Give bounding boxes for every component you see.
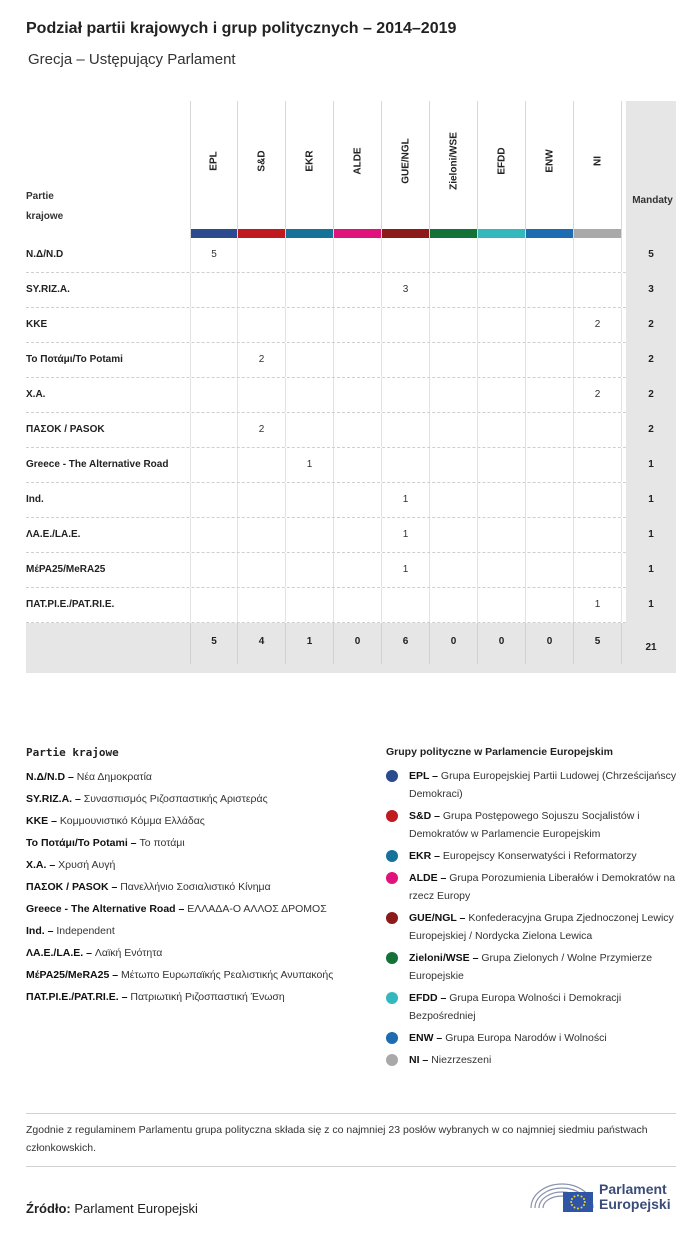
seat-cell	[190, 518, 238, 552]
party-legend-abbr: X.A. –	[26, 859, 56, 871]
group-legend-abbr: GUE/NGL –	[409, 912, 466, 924]
mandates-column-header	[626, 101, 676, 238]
table-row	[26, 238, 676, 273]
table-row	[26, 273, 676, 308]
grand-total: 21	[645, 642, 657, 653]
seat-cell	[478, 588, 526, 622]
source-value: Parlament Europejski	[74, 1201, 198, 1216]
group-color-bar	[286, 229, 333, 238]
source-label: Źródło:	[26, 1201, 71, 1216]
seat-cell	[430, 553, 478, 587]
group-legend-title: Grupy polityczne w Parlamencie Europejskim	[386, 746, 613, 758]
seat-cell	[382, 413, 430, 447]
source-line	[26, 1201, 198, 1216]
seat-cell	[238, 308, 286, 342]
seat-cell	[430, 518, 478, 552]
parliament-hemicycle-icon	[529, 1178, 595, 1214]
seat-cell	[238, 273, 286, 307]
party-header-line2: krajowe	[26, 211, 64, 222]
group-color-dot-icon	[386, 770, 398, 782]
group-legend	[386, 746, 686, 1073]
group-column-label: ENW	[544, 149, 555, 173]
group-color-bar	[574, 229, 621, 238]
seat-cell	[334, 413, 382, 447]
seat-cell	[478, 343, 526, 377]
distribution-table	[26, 101, 676, 673]
row-total: 3	[626, 273, 676, 308]
group-column-header	[430, 101, 478, 238]
party-legend-name: Το ποτάμι	[139, 837, 185, 849]
seat-cell	[238, 553, 286, 587]
seat-cell	[334, 448, 382, 482]
column-total: 5	[190, 623, 238, 664]
group-color-bar	[526, 229, 573, 238]
seat-cell	[478, 413, 526, 447]
party-legend-item	[26, 988, 346, 1006]
seat-cell	[286, 343, 334, 377]
group-color-dot-icon	[386, 850, 398, 862]
group-legend-item	[386, 767, 686, 803]
party-name: Ind.	[26, 494, 44, 505]
seat-cell	[190, 553, 238, 587]
seat-cell: 1	[286, 448, 334, 482]
party-legend-item	[26, 900, 346, 918]
seat-cell	[382, 343, 430, 377]
seat-cell	[526, 483, 574, 517]
group-column-header	[334, 101, 382, 238]
party-name: ΠΑΣΟΚ / PASOK	[26, 424, 105, 435]
party-name: Greece - The Alternative Road	[26, 459, 169, 470]
group-color-dot-icon	[386, 872, 398, 884]
party-legend-name: Νέα Δημοκρατία	[76, 771, 152, 783]
party-legend-name: Συνασπισμός Ριζοσπαστικής Αριστεράς	[83, 793, 268, 805]
row-total: 1	[626, 483, 676, 518]
seat-cell	[334, 238, 382, 272]
table-row	[26, 378, 676, 413]
seat-cell	[334, 483, 382, 517]
seat-cell	[478, 308, 526, 342]
seat-cell	[382, 308, 430, 342]
group-legend-name: Europejscy Konserwatyści i Reformatorzy	[442, 850, 637, 862]
group-legend-name: Grupa Postępowego Sojuszu Socjalistów i Demokratów w Parlamencie Europejskim	[409, 810, 640, 840]
seat-cell	[238, 588, 286, 622]
seat-cell	[478, 518, 526, 552]
seat-cell	[526, 238, 574, 272]
column-total: 0	[430, 623, 478, 664]
group-legend-item	[386, 869, 686, 905]
seat-cell	[526, 413, 574, 447]
group-column-header	[190, 101, 238, 238]
seat-cell	[526, 308, 574, 342]
seat-cell: 1	[382, 483, 430, 517]
party-legend-name: Independent	[56, 925, 115, 937]
page-title: Podział partii krajowych i grup politycznych – 2014–2019	[26, 20, 457, 37]
group-color-bar	[191, 229, 237, 238]
seat-cell	[382, 238, 430, 272]
column-total: 0	[526, 623, 574, 664]
party-header-line1: Partie	[26, 191, 54, 202]
seat-cell	[286, 308, 334, 342]
group-column-header	[286, 101, 334, 238]
seat-cell	[574, 413, 622, 447]
party-name: N.Δ/N.D	[26, 249, 64, 260]
seat-cell	[478, 273, 526, 307]
seat-cell	[286, 553, 334, 587]
table-row	[26, 483, 676, 518]
group-column-header	[526, 101, 574, 238]
party-legend-item	[26, 768, 346, 786]
group-color-bar	[478, 229, 525, 238]
party-name: Το Ποτάμι/To Potami	[26, 354, 123, 365]
logo-line2: Europejski	[599, 1196, 671, 1212]
table-row	[26, 518, 676, 553]
party-legend-abbr: KKE –	[26, 815, 57, 827]
group-legend-abbr: S&D –	[409, 810, 440, 822]
group-column-label: NI	[592, 156, 603, 166]
party-legend-abbr: ΠΑΤ.ΡΙ.Ε./PAT.RI.E. –	[26, 991, 128, 1003]
column-total: 5	[574, 623, 622, 664]
group-legend-item	[386, 949, 686, 985]
seat-cell	[382, 588, 430, 622]
column-total: 0	[478, 623, 526, 664]
mandates-header-label: Mandaty	[632, 195, 673, 206]
party-legend-name: Χρυσή Αυγή	[58, 859, 116, 871]
party-legend-item	[26, 966, 346, 984]
party-legend-item	[26, 944, 346, 962]
group-legend-item	[386, 847, 686, 865]
seat-cell	[574, 518, 622, 552]
column-total: 4	[238, 623, 286, 664]
seat-cell	[238, 238, 286, 272]
group-column-header	[238, 101, 286, 238]
column-total: 0	[334, 623, 382, 664]
seat-cell	[190, 483, 238, 517]
table-body	[26, 238, 676, 623]
group-color-dot-icon	[386, 992, 398, 1004]
seat-cell: 1	[382, 553, 430, 587]
seat-cell	[190, 413, 238, 447]
seat-cell	[382, 378, 430, 412]
seat-cell	[334, 308, 382, 342]
seat-cell	[286, 273, 334, 307]
group-column-label: EKR	[304, 150, 315, 172]
seat-cell	[430, 308, 478, 342]
seat-cell: 1	[382, 518, 430, 552]
seat-cell	[190, 588, 238, 622]
seat-cell	[526, 343, 574, 377]
party-name: ΛΑ.Ε./LA.E.	[26, 529, 81, 540]
group-legend-item	[386, 1051, 686, 1069]
group-legend-name: Grupa Porozumienia Liberałów i Demokratów na rzecz Europy	[409, 872, 676, 902]
group-legend-abbr: EKR –	[409, 850, 440, 862]
seat-cell	[526, 518, 574, 552]
party-legend-name: Μέτωπο Ευρωπαϊκής Ρεαλιστικής Ανυπακοής	[121, 969, 334, 981]
row-total: 5	[626, 238, 676, 273]
group-color-bar	[238, 229, 285, 238]
seat-cell	[334, 553, 382, 587]
row-total: 1	[626, 518, 676, 553]
seat-cell	[334, 588, 382, 622]
seat-cell	[334, 518, 382, 552]
group-color-dot-icon	[386, 810, 398, 822]
seat-cell	[478, 483, 526, 517]
party-legend-item	[26, 812, 346, 830]
row-total: 1	[626, 553, 676, 588]
seat-cell	[238, 378, 286, 412]
seat-cell	[478, 238, 526, 272]
seat-cell	[286, 238, 334, 272]
party-name: MέPA25/MeRA25	[26, 564, 106, 575]
seat-cell	[238, 483, 286, 517]
group-legend-abbr: Zieloni/WSE –	[409, 952, 479, 964]
party-legend-item	[26, 790, 346, 808]
seat-cell: 3	[382, 273, 430, 307]
seat-cell	[190, 378, 238, 412]
logo-line1: Parlament	[599, 1181, 667, 1197]
party-legend-abbr: ΛΑ.Ε./LA.E. –	[26, 947, 92, 959]
party-legend-name: Κομμουνιστικό Κόμμα Ελλάδας	[59, 815, 205, 827]
seat-cell	[478, 378, 526, 412]
seat-cell: 5	[190, 238, 238, 272]
seat-cell	[382, 448, 430, 482]
logo-text	[599, 1182, 671, 1212]
table-row	[26, 448, 676, 483]
group-column-header	[382, 101, 430, 238]
european-parliament-logo	[529, 1178, 679, 1218]
group-color-dot-icon	[386, 1032, 398, 1044]
seat-cell	[574, 553, 622, 587]
group-color-bar	[382, 229, 429, 238]
seat-cell	[334, 378, 382, 412]
seat-cell	[526, 553, 574, 587]
party-column-header	[26, 187, 63, 227]
row-total: 2	[626, 308, 676, 343]
party-legend-title: Partie krajowe	[26, 746, 119, 759]
group-legend-abbr: ENW –	[409, 1032, 443, 1044]
party-legend-abbr: Το Ποτάμι/To Potami –	[26, 837, 137, 849]
row-total: 2	[626, 413, 676, 448]
party-name: KKE	[26, 319, 48, 330]
seat-cell	[190, 308, 238, 342]
seat-cell	[430, 588, 478, 622]
seat-cell	[430, 448, 478, 482]
group-legend-name: Grupa Europejskiej Partii Ludowej (Chrześcijańscy Demokraci)	[409, 770, 677, 800]
group-column-label: EPL	[208, 151, 220, 171]
seat-cell: 2	[238, 343, 286, 377]
group-legend-abbr: ALDE –	[409, 872, 447, 884]
seat-cell	[526, 448, 574, 482]
seat-cell	[238, 518, 286, 552]
seat-cell	[430, 483, 478, 517]
group-column-label: Zieloni/WSE	[448, 132, 459, 190]
group-legend-item	[386, 989, 686, 1025]
seat-cell	[430, 343, 478, 377]
row-total: 1	[626, 588, 676, 623]
seat-cell	[286, 518, 334, 552]
group-column-label: EFDD	[496, 147, 507, 175]
party-legend-abbr: Ind. –	[26, 925, 54, 937]
table-header	[26, 101, 676, 238]
group-legend-name: Grupa Europa Narodów i Wolności	[445, 1032, 607, 1044]
party-legend-item	[26, 856, 346, 874]
group-legend-name: Konfederacyjna Grupa Zjednoczonej Lewicy Europejskiej / Nordycka Zielona Lewica	[409, 912, 674, 942]
row-total: 1	[626, 448, 676, 483]
group-color-bar	[430, 229, 477, 238]
table-row	[26, 308, 676, 343]
seat-cell	[286, 483, 334, 517]
seat-cell	[478, 553, 526, 587]
seat-cell: 1	[574, 588, 622, 622]
page-subtitle: Grecja – Ustępujący Parlament	[28, 51, 236, 68]
group-legend-item	[386, 807, 686, 843]
seat-cell: 2	[574, 308, 622, 342]
group-legend-item	[386, 1029, 686, 1047]
group-legend-name: Grupa Zielonych / Wolne Przymierze Europejskie	[409, 952, 653, 982]
party-legend-name: Πατριωτική Ριζοσπαστική Ένωση	[130, 991, 285, 1003]
group-legend-abbr: EFDD –	[409, 992, 447, 1004]
group-legend-name: Niezrzeszeni	[431, 1054, 492, 1066]
group-column-label: S&D	[256, 150, 267, 172]
seat-cell	[574, 483, 622, 517]
party-name: X.A.	[26, 389, 46, 400]
seat-cell	[334, 273, 382, 307]
table-row	[26, 588, 676, 623]
party-legend-abbr: Greece - The Alternative Road –	[26, 903, 185, 915]
seat-cell	[190, 273, 238, 307]
group-legend-abbr: NI –	[409, 1054, 429, 1066]
seat-cell	[430, 273, 478, 307]
group-column-label: GUE/NGL	[400, 138, 411, 184]
seat-cell: 2	[238, 413, 286, 447]
party-legend-item	[26, 878, 346, 896]
row-total: 2	[626, 343, 676, 378]
party-legend	[26, 746, 346, 1010]
party-name: SY.RIZ.A.	[26, 284, 70, 295]
group-color-dot-icon	[386, 1054, 398, 1066]
table-row	[26, 553, 676, 588]
party-legend-item	[26, 834, 346, 852]
seat-cell	[478, 448, 526, 482]
seat-cell	[526, 378, 574, 412]
seat-cell	[574, 343, 622, 377]
party-name: ΠΑΤ.ΡΙ.Ε./PAT.RI.E.	[26, 599, 115, 610]
group-legend-item	[386, 909, 686, 945]
group-color-bar	[334, 229, 381, 238]
seat-cell	[190, 343, 238, 377]
totals-row	[26, 623, 676, 673]
seat-cell	[430, 238, 478, 272]
party-legend-name: ΕΛΛΑΔΑ-Ο ΑΛΛΟΣ ΔΡΟΜΟΣ	[187, 903, 327, 915]
seat-cell	[286, 378, 334, 412]
table-row	[26, 343, 676, 378]
row-total: 2	[626, 378, 676, 413]
seat-cell	[190, 448, 238, 482]
seat-cell	[430, 413, 478, 447]
column-total: 6	[382, 623, 430, 664]
table-row	[26, 413, 676, 448]
seat-cell	[574, 273, 622, 307]
group-legend-name: Grupa Europa Wolności i Demokracji Bezpośredniej	[409, 992, 622, 1022]
seat-cell: 2	[574, 378, 622, 412]
footnote: Zgodnie z regulaminem Parlamentu grupa polityczna składa się z co najmniej 23 posłów wybranych w co najmniej siedmiu państwach członkowskich.	[26, 1124, 648, 1154]
seat-cell	[334, 343, 382, 377]
party-legend-item	[26, 922, 346, 940]
party-legend-abbr: N.Δ/N.D –	[26, 771, 74, 783]
seat-cell	[286, 413, 334, 447]
group-column-label: ALDE	[352, 147, 363, 175]
party-legend-name: Λαϊκή Ενότητα	[94, 947, 163, 959]
group-column-header	[574, 101, 622, 238]
party-legend-abbr: SY.RIZ.A. –	[26, 793, 81, 805]
group-color-dot-icon	[386, 952, 398, 964]
divider	[26, 1113, 676, 1114]
divider	[26, 1166, 676, 1167]
group-legend-abbr: EPL –	[409, 770, 438, 782]
column-total: 1	[286, 623, 334, 664]
group-column-header	[478, 101, 526, 238]
party-legend-abbr: MέPA25/MeRA25 –	[26, 969, 119, 981]
seat-cell	[526, 588, 574, 622]
seat-cell	[286, 588, 334, 622]
seat-cell	[526, 273, 574, 307]
party-legend-abbr: ΠΑΣΟΚ / PASOK –	[26, 881, 118, 893]
group-color-dot-icon	[386, 912, 398, 924]
party-legend-name: Πανελλήνιο Σοσιαλιστικό Κίνημα	[120, 881, 271, 893]
seat-cell	[238, 448, 286, 482]
seat-cell	[430, 378, 478, 412]
seat-cell	[574, 238, 622, 272]
seat-cell	[574, 448, 622, 482]
